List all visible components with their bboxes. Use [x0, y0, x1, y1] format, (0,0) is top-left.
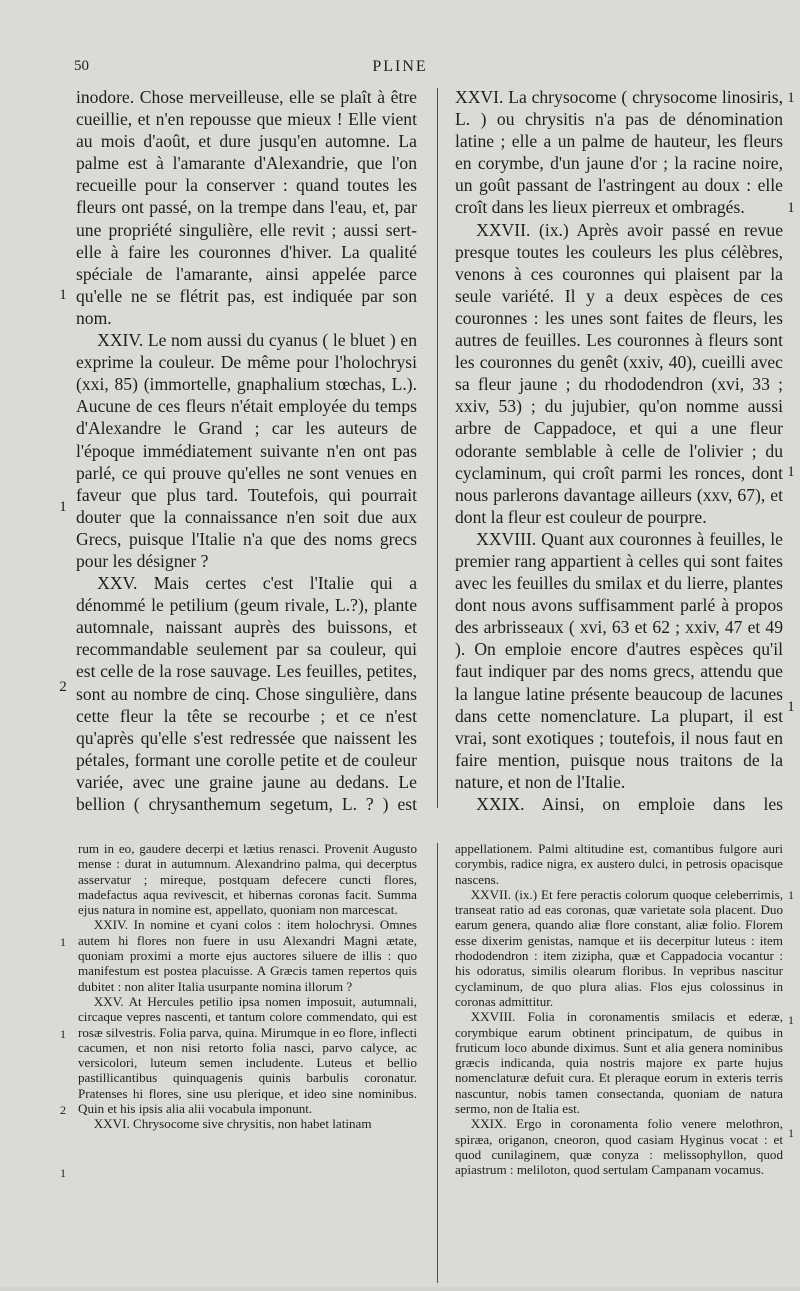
margin-number: 1 — [60, 1027, 66, 1041]
margin-number: 2 — [59, 679, 67, 695]
paragraph: rum in eo, gaudere decerpi et lætius renasci. Provenit Augusto mense : durat in autumnum. Alexandrino palma, qui decerptus asservatur ; mireque, postquam defecere cuncti flores, madefactus aqua revivescit, et hibernas coronas facit. Summa ejus natura in nomine est, appellato, quoniam non marcescat. — [78, 841, 417, 918]
paragraph: XXIX. Ergo in coronamenta folio venere melothron, spiræa, origanon, cneoron, quod casiam Hyginus vocat : et quod cunilaginem, quæ conyza : melissophyllon, quod apiastrum : meliloton, quod sertulam Campanam vocamus. — [455, 1116, 783, 1178]
french-text-right-column — [455, 86, 783, 816]
paragraph: XXV. At Hercules petilio ipsa nomen imposuit, autumnali, circaque vepres nascenti, et tantum colore commendato, qui est rosæ silvestris. Folia parva, quina. Mirumque in eo flore, inflecti cacumen, et non nisi retorto folia nasci, parvo calyce, ac versicolori, luteum semen includente. Luteus et bellio pastillicantibus quinquagenis quinis barbulis coronatur. Pratenses hi flores, sine usu plerique, et ideo sine nominibus. Quin et his ipsis alia alii vocabula imponunt. — [78, 993, 417, 1117]
margin-number: 1 — [787, 90, 795, 106]
paragraph: XXV. Mais certes c'est l'Italie qui a dénommé le petilium (geum rivale, L.?), plante automnale, naissant auprès des buissons, et recommandable seulement par sa couleur, qui est celle de la rose sauvage. Les feuilles, petites, sont au nombre de cinq. Chose singulière, dans cette fleur la tête se recourbe ; et ce n'est qu'après qu'elle s'est redressée que naissent les pétales, formant une corolle petite et de couleur variée, avec une graine jaune au dedans. Le bellion ( chrysanthemum segetum, L. ? ) est — [76, 573, 417, 814]
french-text-left-column — [76, 86, 417, 816]
column-divider-top — [437, 88, 438, 808]
page-number: 50 — [74, 58, 89, 74]
latin-text-right-column — [455, 841, 783, 1291]
paragraph: inodore. Chose merveilleuse, elle se plaît à être cueillie, et n'en repousse que mieux ! Elle vient au mois d'août, et dure jusqu'en automne. La palme est à l'amarante d'Alexandrie, que l'on recueille pour la conserver : quand toutes les fleurs ont passé, on la trempe dans l'eau, et, par une propriété singulière, elle revit ; aussi sert-elle à faire les couronnes d'hiver. La qualité spéciale de l'amarante, ainsi appelée parce qu'elle ne se flétrit pas, est indiquée par son nom. — [76, 87, 417, 328]
page-header — [0, 58, 800, 80]
paragraph: XXIX. Ainsi, on emploie dans les — [476, 794, 783, 814]
paragraph: XXVII. (ix.) Et fere peractis colorum quoque celeberrimis, transeat ratio ad eas coronas, quæ varietate sola placent. Duo earum genera, quando aliæ flore constant, aliæ folio. Florem esse dixerim genistas, namque et iis decerpitur luteus : item rhododendron : item zizipha, quæ et Cappadocia vocantur : his odoratus, similis olearum floribus. In vepribus nascitur cyclaminum, de quo plura alias. Flos ejus colossinus in coronas admittitur. — [455, 886, 783, 1009]
margin-number: 1 — [60, 935, 66, 949]
paragraph: XXIV. Le nom aussi du cyanus ( le bluet ) en exprime la couleur. De même pour l'holochrysi (xxi, 85) (immortelle, gnaphalium stœchas, L.). Aucune de ces fleurs n'était employée du temps d'Alexandre le Grand ; car les auteurs de l'époque immédiatement suivante n'en ont pas parlé, ce qui prouve qu'elles ne sont venues en faveur que plus tard. Toutefois, qui pourrait douter que la connaissance n'en soit due aux Grecs, puisque l'Italie n'a que des noms grecs pour les désigner ? — [76, 330, 417, 571]
margin-number: 1 — [787, 200, 795, 216]
paragraph: XXVI. La chrysocome ( chrysocome linosiris, L. ) ou chrysitis n'a pas de dénomination latine ; elle a un palme de hauteur, les fleurs en corymbe, d'un jaune d'or ; la racine noire, un goût passant de l'astringent au doux : elle croît dans les lieux pierreux et ombragés. — [455, 87, 783, 218]
margin-number: 1 — [787, 464, 795, 480]
paragraph: XXVIII. Folia in coronamentis smilacis et ederæ, corymbique earum obtinent principatum, de quibus in fruticum loco abunde diximus. Sunt et alia genera nominibus græcis indicanda, quia nostris majore ex parte hujus nomenclaturæ defuit cura. Et pleraque eorum in exteris terris nascuntur, nobis tamen consectanda, quoniam de natura sermo, non de Italia est. — [455, 1009, 783, 1117]
paragraph: appellationem. Palmi altitudine est, comantibus fulgore auri corymbis, radice nigra, ex austero dulci, in petrosis opacisque nascens. — [455, 841, 783, 887]
column-divider-bottom — [437, 843, 438, 1283]
latin-text-left-column — [78, 841, 417, 1291]
margin-number: 2 — [60, 1103, 66, 1117]
paragraph: XXVI. Chrysocome sive chrysitis, non habet latinam — [93, 1116, 372, 1132]
paragraph: XXVII. (ix.) Après avoir passé en revue presque toutes les couleurs les plus célèbres, venons à ces couronnes qui plaisent par la seule variété. Il y a deux espèces de ces couronnes : les unes sont faites de fleurs, les autres de feuilles. Les couronnes à fleurs sont les couronnes du genêt (xxiv, 40), cueilli avec sa fleur jaune ; du rhododendron (xvi, 33 ; xxiv, 53) ; du jujubier, qu'on nomme aussi arbre de Cappadoce, et qui a une fleur odorante semblable à celle de l'olivier ; du cyclaminum, qui croît parmi les ronces, dont nous parlerons davantage ailleurs (xxv, 67), et dont la fleur est couleur de pourpre. — [455, 219, 783, 527]
margin-number: 1 — [60, 1166, 66, 1180]
running-title: PLINE — [372, 58, 428, 75]
paragraph: XXVIII. Quant aux couronnes à feuilles, le premier rang appartient à celles qui sont faites avec les feuilles du smilax et du lierre, plantes dont nous avons suffisamment parlé à propos des arbrisseaux ( xvi, 63 et 62 ; xxiv, 47 et 49 ). On emploie encore d'autres espèces qu'il faut indiquer par des noms grecs, attendu que la langue latine présente beaucoup de lacunes dans cette nomenclature. La plupart, il est vrai, sont exotiques ; toutefois, il nous faut en faire mention, puisque nous traitons de la nature, et non de l'Italie. — [455, 528, 783, 792]
margin-number: 1 — [788, 888, 794, 902]
margin-number: 1 — [787, 699, 795, 715]
margin-number: 1 — [59, 287, 67, 303]
paragraph: XXIV. In nomine et cyani colos : item holochrysi. Omnes autem hi flores non fuere in usu Alexandri Magni ætate, quoniam proximi a morte ejus auctores siluere de illis : quo manifestum est postea placuisse. A Græcis tamen repertos quis dubitet : non aliter Italia usurpante nomina illorum ? — [78, 917, 417, 994]
margin-number: 1 — [59, 499, 67, 515]
margin-number: 1 — [788, 1013, 794, 1027]
margin-number: 1 — [788, 1126, 794, 1140]
